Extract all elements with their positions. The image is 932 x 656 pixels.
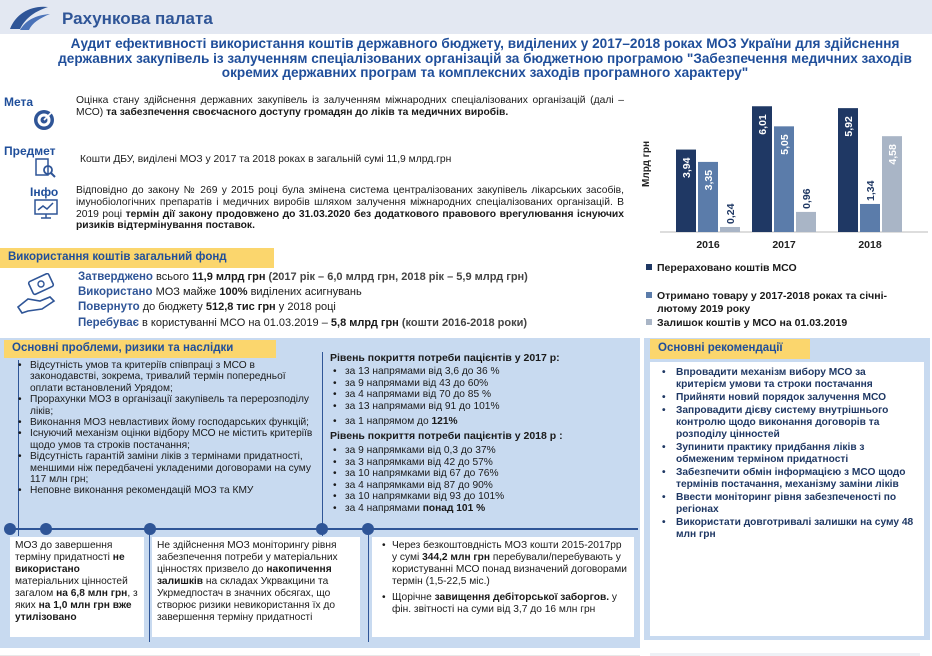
stock-accumulation-box (152, 537, 360, 637)
bottom-cutoff-decoration (0, 647, 932, 656)
receivables-box (372, 537, 634, 637)
recommendations-header-text: Основні рекомендації (658, 342, 783, 354)
legend-item-remainder (646, 317, 847, 330)
coverage-2018-last (333, 503, 633, 515)
goal-label: Мета (4, 95, 34, 109)
problems-list (18, 360, 318, 497)
goal-text-a: Оцінка стану здійснення державних закупівель із залученням міжнародних спеціалізованих організацій (далі – МСО) (76, 95, 624, 118)
list-item: • за 4 напрямами від 70 до 85 % (333, 389, 633, 401)
timeline-connector (368, 532, 369, 642)
fund-returned-rest: у 2018 році (278, 301, 336, 313)
fund-returned-key: Повернуто (78, 301, 140, 313)
chart-category-label: 2017 (772, 239, 796, 251)
list-item: • Запровадити дієву систему внутрішнього контролю щодо виконання договорів та розподілу цінностей (662, 405, 918, 441)
fund-usage-header (0, 248, 274, 268)
fund-used-key: Використано (78, 286, 153, 298)
receivables-e: завищення дебіторської заборгов. (434, 592, 610, 603)
fund-held-key: Перебуває (78, 317, 139, 329)
fund-held-line (78, 317, 527, 329)
fund-approved-text: всього (156, 271, 189, 283)
list-item: • Відсутність умов та критеріїв співпраці з МСО в законодавстві, зокрема, тривалий термін попередньої оплати встановлений Урядом; (18, 360, 318, 394)
coverage-2018-last-a: за 4 напрямами (345, 503, 420, 514)
receivables-b: 344,2 млн грн (422, 552, 491, 563)
document-search-icon (34, 158, 56, 178)
coverage-2017-list (333, 366, 633, 412)
stock-accumulation-a: Не здійснення МОЗ моніторингу рівня забезпечення потреби у матеріальних цінностях призвело до (157, 540, 338, 575)
info-text-a: Відповідно до закону № 269 у 2015 році була змінена система централізованих закупівель лікарських засобів, імунобіологічних препаратів і медичних виробів шляхом залучення міжнародних спеціалізованих організацій. В 2019 році (76, 185, 624, 220)
timeline-dot (144, 523, 156, 535)
subject-label: Предмет (4, 144, 56, 158)
monitor-chart-icon (34, 199, 58, 219)
coverage-guide-line (322, 352, 323, 536)
chart-data-label: 6,01 (757, 114, 769, 135)
legend-label-received-b: лютому 2019 року (657, 303, 751, 315)
fund-used-line (78, 286, 362, 298)
unused-goods-f: на 1,0 млн грн вже утилізовано (15, 600, 132, 623)
chart-category-label: 2018 (858, 239, 882, 251)
legend-swatch-received (646, 292, 652, 298)
chart-data-label: 0,24 (725, 203, 737, 224)
recommendations-header (650, 339, 810, 359)
timeline-dot (4, 523, 16, 535)
chart-bar (720, 227, 740, 232)
timeline-connector (149, 532, 150, 642)
receivables-a: Через безкоштовдність МОЗ кошти 2015-2017рр у сумі (392, 540, 622, 563)
chart-data-label: 0,96 (801, 188, 813, 209)
chart-y-axis-label: Млрд грн (641, 141, 652, 187)
receivables-item-funds: • Через безкоштовдність МОЗ кошти 2015-2017рр у сумі 344,2 млн грн перебували/перебувають у користуванні МСО понад визначений договорами термін (1,5-22,5 міс.) (382, 540, 627, 587)
coverage-2017-title: Рівень покриття потреби пацієнтів у 2017 р: (330, 352, 560, 364)
header-bar (0, 0, 932, 34)
timeline-dot (316, 523, 328, 535)
list-item: • за 9 напрямками від 0,3 до 37% (333, 445, 633, 457)
legend-label-received-a: Отримано товару у 2017-2018 роках та січні- (657, 290, 888, 302)
list-item: • Впровадити механізм вибору МСО за критерієм умови та строки постачання (662, 367, 918, 391)
fund-used-text: МОЗ майже (155, 286, 217, 298)
legend-label-remainder: Залишок коштів у МСО на 01.03.2019 (657, 317, 848, 329)
unused-goods-a: МОЗ до завершення терміну придатності (15, 540, 113, 563)
legend-label-transferred: Перераховано коштів МСО (657, 262, 797, 274)
coverage-2018-list (333, 445, 633, 503)
fund-usage-header-text: Використання коштів загальний фонд (8, 251, 227, 263)
legend-swatch-transferred (646, 264, 652, 270)
funds-bar-chart (640, 84, 930, 264)
coverage-2017-last-a: за 1 напрямом до (345, 416, 429, 427)
org-title: Рахункова палата (62, 9, 213, 28)
fund-held-text: в користуванні МСО на 01.03.2019 – (142, 317, 328, 329)
page-title: Аудит ефективності використання коштів державного бюджету, виділених у 2017–2018 роках МОЗ України для здійснення державних закупівель із залученням спеціалізованих організацій за бюджетною програмою "Забезпечення медичних заходів окремих державних програм та комплексних заходів програмного характеру" (58, 36, 912, 80)
list-item: • Ввести моніторинг рівня забезпеченості по регіонах (662, 492, 918, 516)
coverage-2018-last-b: понад 101 % (422, 503, 486, 514)
fund-approved-key: Затверджено (78, 271, 153, 283)
info-text (76, 185, 624, 232)
receivables-d: Щорічне (392, 592, 432, 603)
list-item: • Прорахунки МОЗ в організації закупівель та перерозподілу ліків; (18, 394, 318, 417)
chart-bar (860, 204, 880, 232)
list-item: • Виконання МОЗ невластивих йому господарських функцій; (18, 417, 318, 428)
list-item: • за 10 напрямками від 67 до 76% (333, 468, 633, 480)
list-item: • за 9 напрямами від 43 до 60% (333, 378, 633, 390)
legend-swatch-remainder (646, 319, 652, 325)
stock-accumulation-b: накопичення залишків (157, 564, 332, 587)
fund-returned-bold: 512,8 тис грн (205, 301, 276, 313)
info-text-b: термін дії закону продовжено до 31.03.2020 без додаткового правового врегулювання існуючих ризиків відтермінування поставок. (76, 208, 624, 232)
goal-text-b: та забезпечення своєчасного доступу громадян до ліків та медичних виробів. (106, 106, 509, 118)
list-item: • Прийняти новий порядок залучення МСО (662, 392, 918, 404)
legend-item-transferred (646, 262, 797, 275)
list-item: • за 4 напрямками від 87 до 90% (333, 480, 633, 492)
recommendations-list (662, 367, 918, 542)
coverage-2017-last-b: 121% (431, 416, 458, 427)
fund-returned-text: до бюджету (142, 301, 203, 313)
chart-bar (796, 212, 816, 232)
receivables-f: у фін. звітності на суми від 3,7 до 16 млн грн (392, 592, 617, 615)
unused-goods-e: , з яких (15, 588, 138, 611)
fund-approved-rest: (2017 рік – 6,0 млрд грн, 2018 рік – 5,9 млрд грн) (268, 271, 528, 283)
goal-text (76, 95, 624, 119)
problems-header (4, 340, 276, 358)
fund-held-bold: 5,8 млрд грн (330, 317, 399, 329)
receivables-item-debt: • Щорічне завищення дебіторської заборгов. у фін. звітності на суми від 3,7 до 16 млн грн (382, 592, 617, 615)
fund-used-bold: 100% (219, 286, 248, 298)
list-item: • Відсутність гарантій заміни ліків з термінами придатності, меншими ніж передбачені укладеними договорами на суму 117 млн грн; (18, 451, 318, 485)
money-hand-icon (16, 273, 60, 315)
receivables-c: перебували/перебувають у користуванні МСО понад визначений договорами термін (1,5-22,5 міс.) (392, 552, 627, 587)
list-item: • Існуючий механізм оцінки відбору МСО не містить критеріїв щодо умов та строків постачання; (18, 428, 318, 451)
chart-data-label: 1,34 (865, 180, 877, 201)
chart-data-label: 3,94 (681, 157, 693, 179)
list-item: • Забезпечити обмін інформацією з МСО щодо термінів постачання, механізму заміни ліків (662, 467, 918, 491)
coverage-2018-title: Рівень покриття потреби пацієнтів у 2018 р : (330, 430, 563, 442)
list-item: • Неповне виконання рекомендацій МОЗ та КМУ (18, 485, 318, 496)
unused-goods-c: матеріальних цінностей загалом (15, 576, 128, 599)
legend-item-received (646, 290, 887, 316)
fund-returned-line (78, 301, 336, 313)
chart-data-label: 5,05 (779, 134, 791, 155)
bottom-cutoff-strip (0, 645, 932, 656)
fund-used-rest: виділених асигнувань (250, 286, 362, 298)
accounting-chamber-logo-icon (6, 3, 52, 33)
fund-approved-bold: 11,9 млрд грн (192, 271, 266, 283)
problems-header-text: Основні проблеми, ризики та наслідки (12, 342, 234, 354)
list-item: • за 10 напрямками від 93 до 101% (333, 491, 633, 503)
subject-text: Кошти ДБУ, виділені МОЗ у 2017 та 2018 роках в загальній сумі 11,9 млрд.грн (80, 154, 452, 165)
fund-held-rest: (кошти 2016-2018 роки) (401, 317, 528, 329)
fund-approved-line (78, 271, 528, 283)
list-item: • за 13 напрямами від 3,6 до 36 % (333, 366, 633, 378)
list-item: • за 13 напрямами від 91 до 101% (333, 401, 633, 413)
chart-category-label: 2016 (696, 239, 720, 251)
target-icon (33, 109, 55, 131)
info-label: Інфо (30, 185, 59, 199)
chart-data-label: 5,92 (843, 116, 855, 137)
list-item: • Зупинити практику придбання ліків з обмеженим терміном придатності (662, 442, 918, 466)
unused-goods-d: на 6,8 млн грн (56, 588, 128, 599)
stock-accumulation-c: на складах Укрвакцини та Укрмедпостач в значних обсягах, що створює ризики невикористання їх до завершення терміну придатності (157, 576, 336, 623)
chart-data-label: 3,35 (703, 169, 715, 191)
list-item: • за 3 напрямками від 42 до 57% (333, 457, 633, 469)
unused-goods-b: не використано (15, 552, 125, 575)
chart-data-label: 4,58 (887, 144, 899, 165)
list-item: • Використати довготривалі залишки на суму 48 млн грн (662, 517, 918, 541)
timeline-dot (40, 523, 52, 535)
unused-goods-box (10, 537, 144, 637)
coverage-2017-last (333, 416, 633, 428)
